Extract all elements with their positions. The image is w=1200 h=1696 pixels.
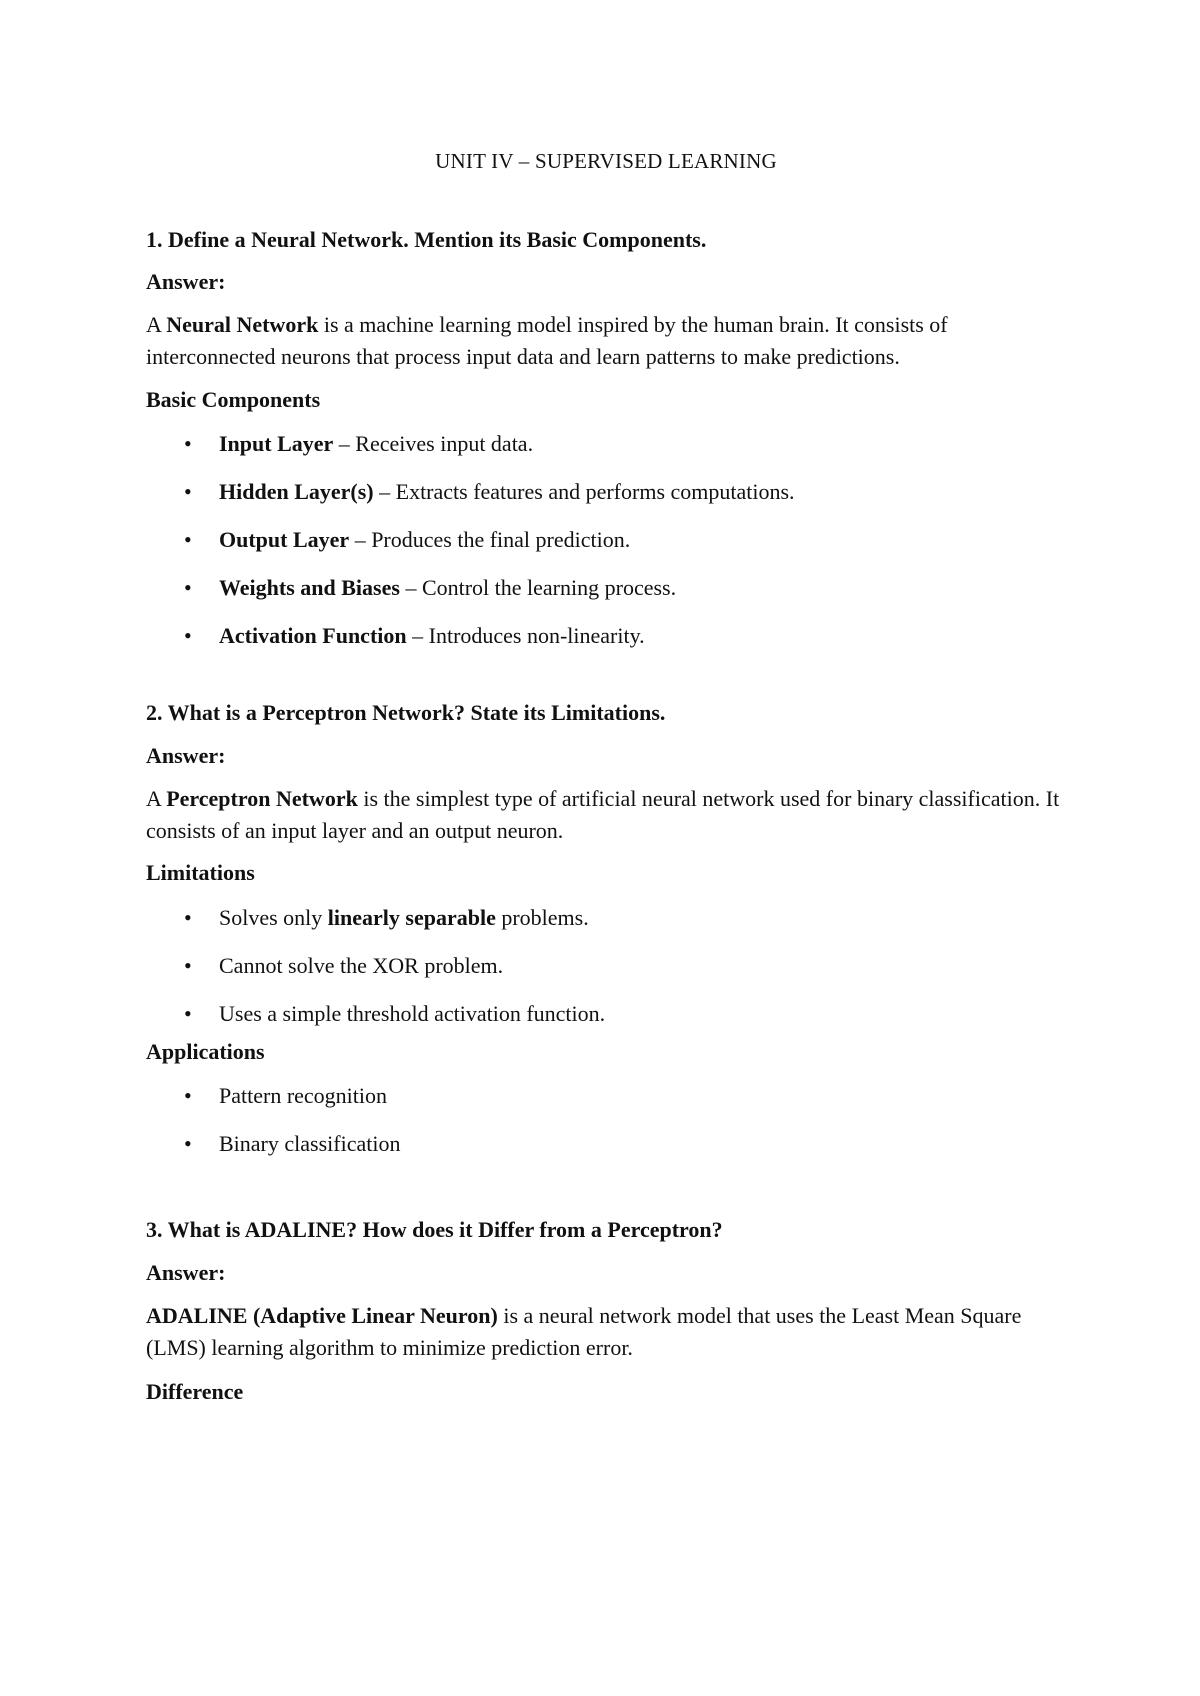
q2-heading: 2. What is a Perceptron Network? State its Limitations. [146, 700, 666, 725]
component-term: Input Layer [219, 431, 334, 456]
list-item [146, 428, 1066, 476]
q2-para-pre: A [146, 786, 167, 811]
list-item: • Binary classification [146, 1128, 1066, 1176]
q2-applications-label: Applications [146, 1039, 265, 1064]
component-desc: – Control the learning process. [399, 575, 677, 600]
q2-answer-label: Answer: [146, 743, 226, 768]
q2-applications-list [146, 1080, 1066, 1176]
component-desc: – Produces the final prediction. [349, 527, 631, 552]
component-desc: – Introduces non-linearity. [406, 623, 645, 648]
component-term: Hidden Layer(s) [219, 479, 374, 504]
q1-components-label: Basic Components [146, 387, 321, 412]
q2-para-bold: Perceptron Network [166, 786, 358, 811]
q1-para-post: is a machine learning model inspired by the human brain. It consists of interconnected neurons that process input data and learn patterns to make predictions. [146, 312, 948, 369]
q3-paragraph [146, 1300, 1066, 1364]
q3-para-bold: ADALINE (Adaptive Linear Neuron) [146, 1303, 498, 1328]
q1-components-list [146, 428, 1066, 668]
q3-heading: 3. What is ADALINE? How does it Differ from a Perceptron? [146, 1217, 723, 1242]
list-item [146, 572, 1066, 620]
q1-answer-label: Answer: [146, 269, 226, 294]
unit-title: UNIT IV – SUPERVISED LEARNING [435, 149, 777, 173]
list-item [146, 950, 1066, 998]
limitation-text-pre: Uses a simple threshold activation function. [219, 1001, 606, 1026]
list-item: • Pattern recognition [146, 1080, 1066, 1128]
component-term: Output Layer [219, 527, 350, 552]
q3-para-post: is a neural network model that uses the Least Mean Square (LMS) learning algorithm to minimize prediction error. [146, 1303, 1022, 1360]
list-item [146, 902, 1066, 950]
component-term: Weights and Biases [219, 575, 400, 600]
q1-para-pre: A [146, 312, 167, 337]
q1-para-bold: Neural Network [166, 312, 319, 337]
component-desc: – Extracts features and performs computations. [373, 479, 795, 504]
q3-difference-label: Difference [146, 1379, 244, 1404]
list-item [146, 620, 1066, 668]
component-desc: – Receives input data. [333, 431, 534, 456]
limitation-text-bold: linearly separable [327, 905, 496, 930]
list-item [146, 524, 1066, 572]
q3-answer-label: Answer: [146, 1260, 226, 1285]
limitation-text-post: problems. [495, 905, 589, 930]
list-item [146, 476, 1066, 524]
q2-limitations-label: Limitations [146, 860, 255, 885]
q2-paragraph [146, 783, 1066, 847]
q1-heading: 1. Define a Neural Network. Mention its Basic Components. [146, 227, 707, 252]
component-term: Activation Function [219, 623, 407, 648]
q2-para-post: is the simplest type of artificial neural network used for binary classification. It consists of an input layer and an output neuron. [146, 786, 1060, 843]
limitation-text-pre: Cannot solve the XOR problem. [219, 953, 504, 978]
limitation-text-pre: Solves only [219, 905, 328, 930]
q2-limitations-list [146, 902, 1066, 1046]
q1-paragraph [146, 309, 1066, 373]
